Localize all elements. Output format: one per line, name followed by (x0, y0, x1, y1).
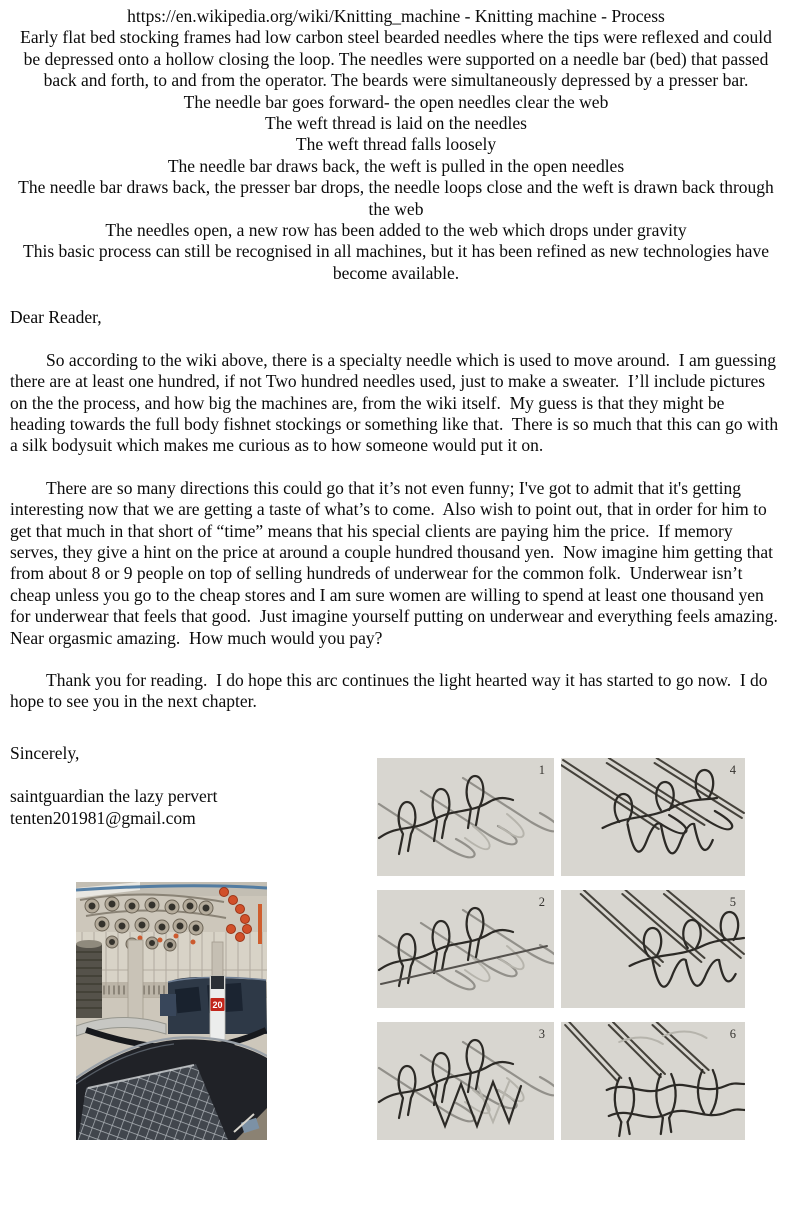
panel-number: 4 (729, 763, 736, 777)
needle-diagram-art (377, 1022, 554, 1140)
needle-diagram-panel-3 (377, 1022, 554, 1140)
closing: Sincerely, (10, 742, 80, 763)
wiki-excerpt-block (10, 6, 782, 284)
pillar (128, 940, 143, 1020)
needle-diagram-panel-5 (561, 890, 745, 1008)
process-step-6: The needles open, a new row has been added to the web which drops under gravity (105, 220, 687, 241)
panel-number: 3 (538, 1027, 545, 1041)
knitting-head (76, 940, 102, 1018)
signature-name: saintguardian the lazy pervert (10, 786, 218, 807)
orange-pole (258, 904, 262, 944)
signature-email: tenten201981@gmail.com (10, 807, 196, 828)
letter-paragraph-1: So according to the wiki above, there is a specialty needle which is used to move around. I am guessing there are at least one hundred, if not Two hundred needles used, just to make a sweater. I’ll include pictures on the the process, and how big the machines are, from the wiki itself. My guess is that they might be heading towards the full body fishnet stockings or something like that. There is so much that this can go with a silk bodysuit which makes me curious as to how someone would put it on. (10, 349, 783, 456)
process-step-5: The needle bar draws back, the presser bar drops, the needle loops close and the weft is drawn back through the web (18, 177, 779, 219)
needle-diagram-art (377, 758, 554, 876)
process-step-3: The weft thread falls loosely (295, 134, 497, 155)
process-step-2: The weft thread is laid on the needles (265, 113, 527, 134)
needle-diagram-art (377, 890, 554, 1008)
process-summary: This basic process can still be recognised in all machines, but it has been refined as new technologies have become available. (23, 241, 774, 283)
knitting-machine-photo (76, 882, 267, 1140)
needle-diagram-panel-6 (561, 1022, 745, 1140)
process-step-1: The needle bar goes forward- the open needles clear the web (183, 91, 609, 112)
number-strip (210, 976, 225, 1040)
panel-number: 1 (538, 763, 545, 777)
needle-diagram-panel-1 (377, 758, 554, 876)
needle-diagram-grid (377, 758, 745, 1140)
panel-number: 6 (729, 1027, 736, 1041)
badge-20-label: 20 (212, 1000, 223, 1010)
wiki-intro-paragraph: Early flat bed stocking frames had low carbon steel bearded needles where the tips were reflexed and could be depressed onto a hollow closing the loop. The needles were supported on a needle bar (bed) that passed back and forth, to and from the operator. The beards were simultaneously depressed by a presser bar. (20, 27, 777, 91)
knitting-machine-photo-art (76, 882, 267, 1140)
needle-diagram-art (561, 758, 745, 876)
letter-paragraph-2: There are so many directions this could go that it’s not even funny; I've got to admit that it's getting interesting now that we are getting a taste of what’s to come. Also wish to point out, that in order for him to get that much in that short of “time” means that his special clients are paying him the price. If memory serves, they give a hint on the price at around a couple hundred thousand yen. Now imagine him getting that from about 8 or 9 people on top of selling hundreds of underwear for the common folk. Underwear isn’t cheap unless you go to the cheap stores and I am sure women are willing to spend at least one thousand yen for underwear that feels that good. Just imagine yourself putting on underwear and everything feels amazing. Near orgasmic amazing. How much would you pay? (10, 477, 787, 648)
panel-number: 2 (538, 895, 545, 909)
process-step-4: The needle bar draws back, the weft is pulled in the open needles (167, 155, 625, 176)
salutation: Dear Reader, (10, 307, 102, 328)
needle-diagram-panel-2 (377, 890, 554, 1008)
source-url-line: https://en.wikipedia.org/wiki/Knitting_machine - Knitting machine - Process (127, 6, 665, 26)
letter-paragraph-3: Thank you for reading. I do hope this arc continues the light hearted way it has started to go now. I do hope to see you in the next chapter. (10, 669, 772, 712)
needle-diagram-art (561, 1022, 745, 1140)
needle-diagram-art (561, 890, 745, 1008)
needle-diagram-panel-4 (561, 758, 745, 876)
panel-number: 5 (729, 895, 736, 909)
